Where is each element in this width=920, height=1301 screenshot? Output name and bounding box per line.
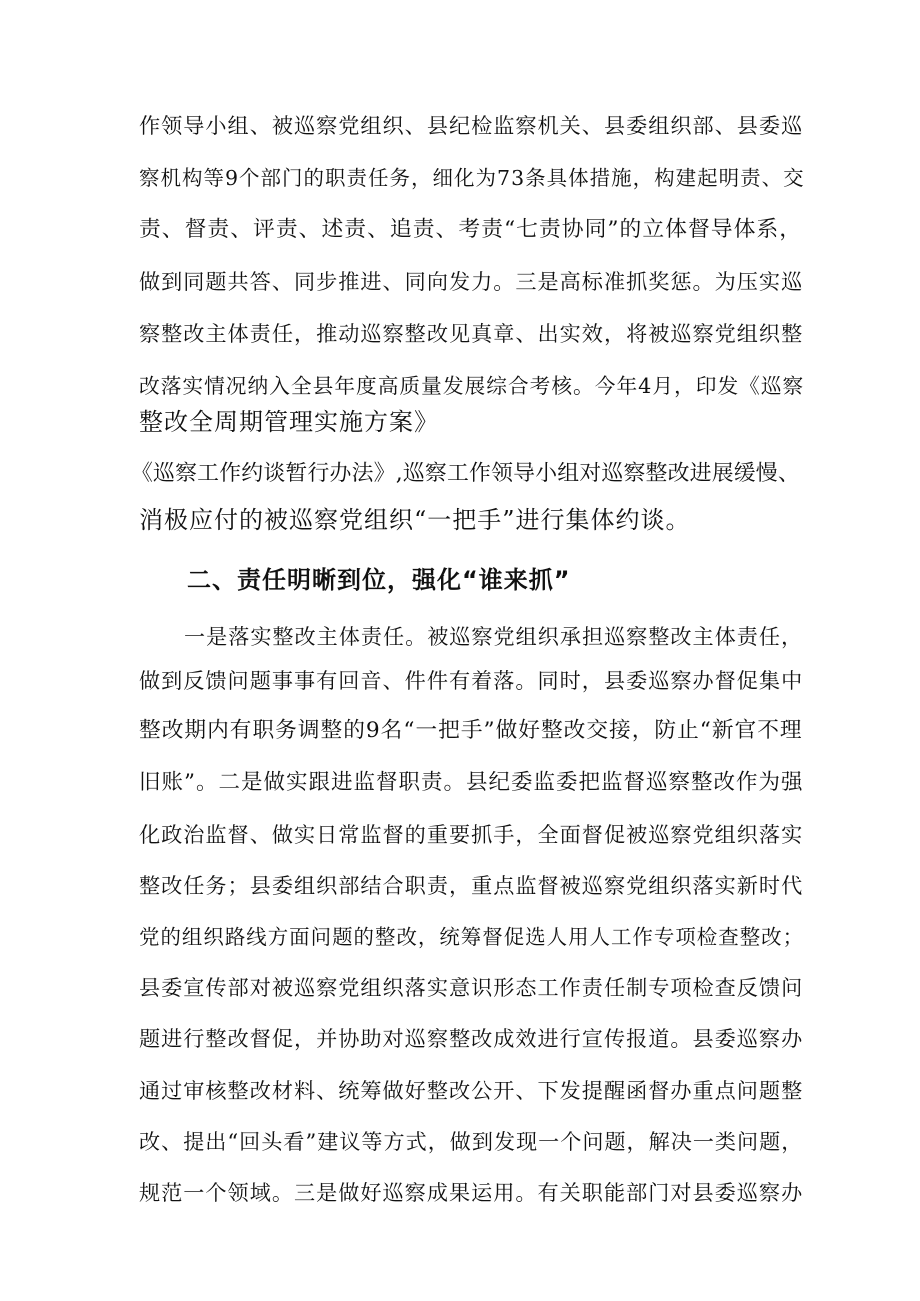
paragraph-line: 整改全周期管理实施方案》 bbox=[139, 408, 439, 436]
paragraph-line: 做到同题共答、同步推进、同向发力。三是高标准抓奖惩。为压实巡 bbox=[139, 269, 804, 294]
paragraph-line: 通过审核整改材料、统筹做好整改公开、下发提醒函督办重点问题整 bbox=[139, 1078, 804, 1103]
paragraph-line: 察机构等9个部门的职责任务，细化为73条具体措施，构建起明责、交 bbox=[139, 166, 805, 190]
paragraph-line: 察整改主体责任，推动巡察整改见真章、出实效，将被巡察党组织整 bbox=[139, 321, 804, 346]
paragraph-line: 做到反馈问题事事有回音、件件有着落。同时，县委巡察办督促集中 bbox=[139, 668, 804, 693]
paragraph-line: 责、督责、评责、述责、追责、考责“七责协同”的立体督导体系， bbox=[139, 217, 803, 242]
paragraph-line: 整改期内有职务调整的9名“一把手”做好整改交接，防止“新官不理 bbox=[139, 718, 803, 743]
paragraph-line: 整改任务；县委组织部结合职责，重点监督被巡察党组织落实新时代 bbox=[139, 873, 804, 898]
paragraph-line: 党的组织路线方面问题的整改，统筹督促选人用人工作专项检查整改； bbox=[139, 925, 805, 949]
paragraph-line: 《巡察工作约谈暂行办法》,巡察工作领导小组对巡察整改进展缓慢、 bbox=[131, 461, 800, 486]
paragraph-line: 题进行整改督促，并协助对巡察整改成效进行宣传报道。县委巡察办 bbox=[139, 1026, 804, 1051]
paragraph-line: 化政治监督、做实日常监督的重要抓手，全面督促被巡察党组织落实 bbox=[139, 822, 804, 847]
section-heading: 二、责任明晰到位，强化“谁来抓” bbox=[187, 566, 571, 594]
paragraph-line: 作领导小组、被巡察党组织、县纪检监察机关、县委组织部、县委巡 bbox=[139, 113, 804, 138]
paragraph-line: 消极应付的被巡察党组织“一把手”进行集体约谈。 bbox=[139, 506, 691, 534]
paragraph-line: 旧账”。二是做实跟进监督职责。县纪委监委把监督巡察整改作为强 bbox=[139, 770, 804, 795]
paragraph-line: 改落实情况纳入全县年度高质量发展综合考核。今年4月，印发《巡察 bbox=[139, 374, 805, 398]
paragraph-line: 改、提出“回头看”建议等方式，做到发现一个问题，解决一类问题， bbox=[139, 1129, 804, 1154]
paragraph-line: 一是落实整改主体责任。被巡察党组织承担巡察整改主体责任， bbox=[184, 624, 804, 649]
paragraph-line: 规范一个领域。三是做好巡察成果运用。有关职能部门对县委巡察办 bbox=[139, 1180, 804, 1205]
paragraph-line: 县委宣传部对被巡察党组织落实意识形态工作责任制专项检查反馈问 bbox=[139, 975, 804, 1000]
